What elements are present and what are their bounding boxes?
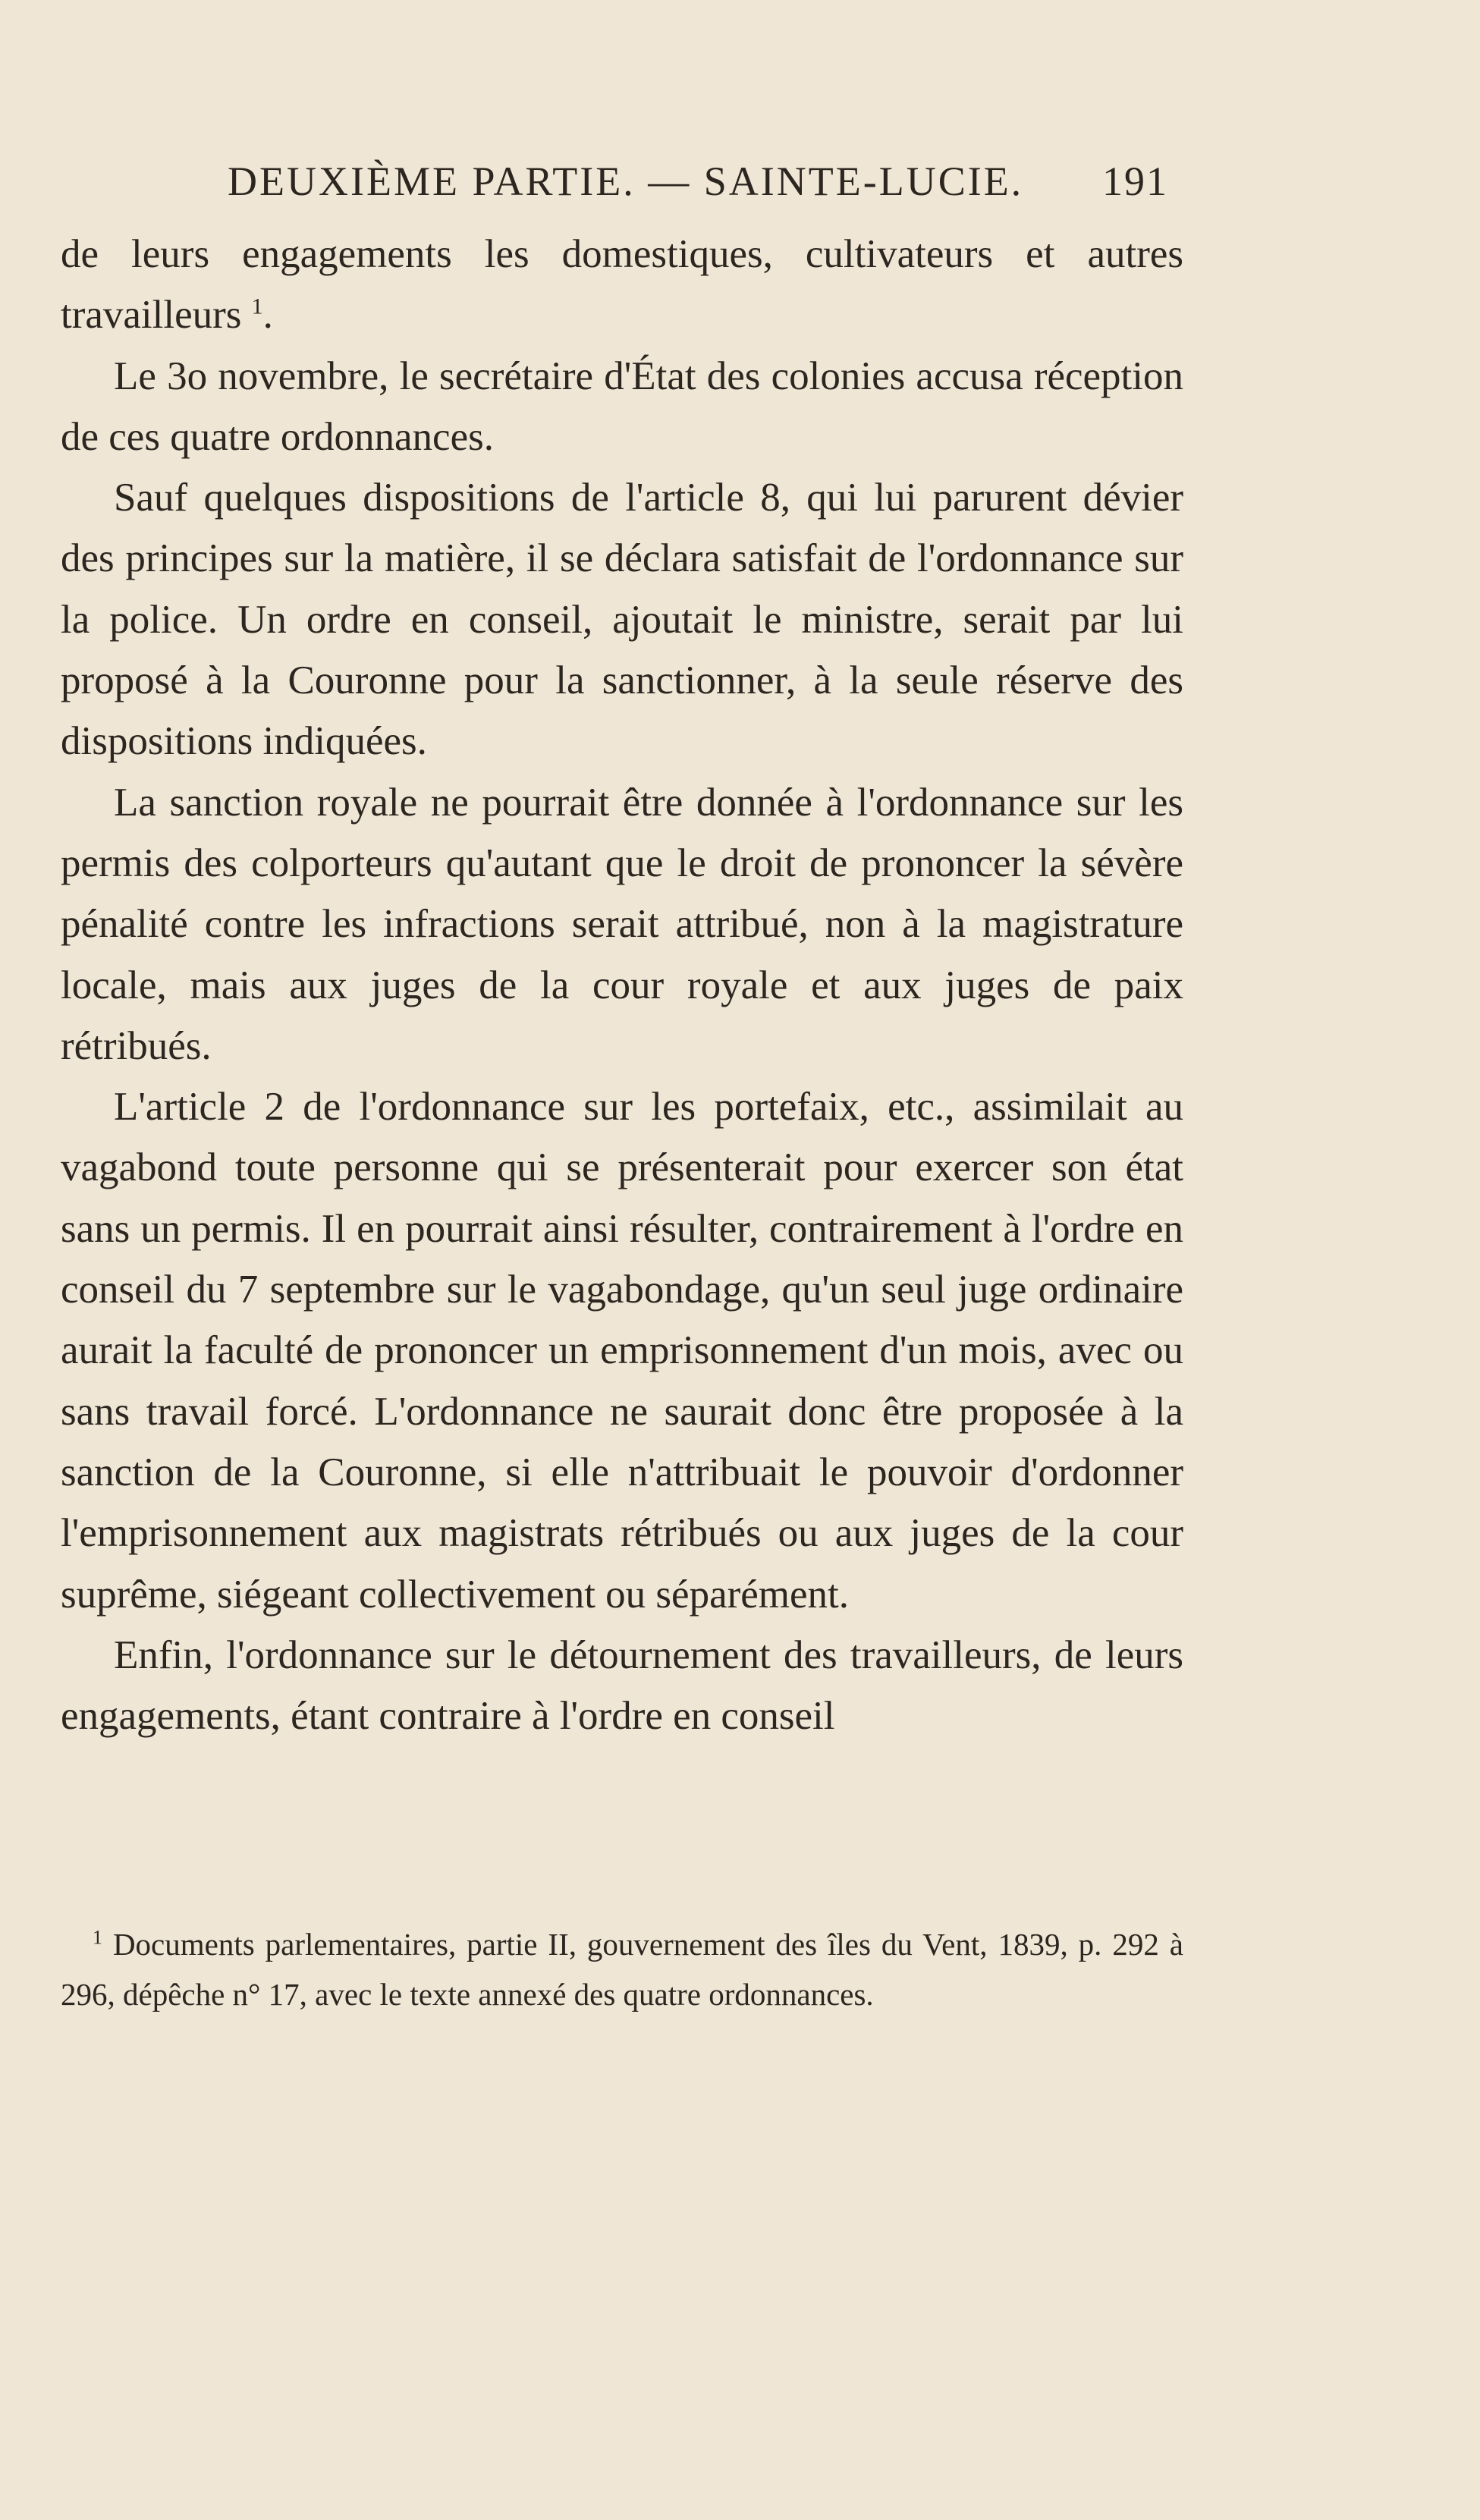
paragraph: Le 3o novembre, le secrétaire d'État des colonies accusa réception de ces quatre ordonnances.	[61, 353, 1183, 459]
footnote-text: Documents parlementaires, partie II, gouvernement des îles du Vent, 1839, p. 292 à 296, dépêche n° 17, avec le texte annexé des quatre ordonnances.	[61, 1927, 1183, 2012]
footnote	[61, 1919, 1183, 2019]
page-number: 191	[1102, 159, 1168, 204]
paragraph: L'article 2 de l'ordonnance sur les portefaix, etc., assimilait au vagabond toute personne qui se présenterait pour exercer son état sans un permis. Il en pourrait ainsi résulter, contrairement à l'ordre en conseil du 7 septembre sur le vagabondage, qu'un seul juge ordinaire aurait la faculté de prononcer un emprisonnement d'un mois, avec ou sans travail forcé. L'ordonnance ne saurait donc être proposée à la sanction de la Couronne, si elle n'attribuait le pouvoir d'ordonner l'emprisonnement aux magistrats rétribués ou aux juges de la cour suprême, siégeant collectivement ou séparément.	[61, 1085, 1183, 1617]
page-header	[61, 152, 1168, 220]
running-title: DEUXIÈME PARTIE. — SAINTE-LUCIE.	[228, 159, 1024, 204]
footnote-marker: 1	[93, 1926, 102, 1949]
paragraph: Sauf quelques dispositions de l'article 8, qui lui parurent dévier des principes sur la matière, il se déclara satisfait de l'ordonnance sur la police. Un ordre en conseil, ajoutait le ministre, serait par lui proposé à la Couronne pour la sanctionner, à la seule réserve des dispositions indiquées.	[61, 476, 1183, 764]
paragraph-tail: .	[262, 293, 273, 338]
paragraph: Enfin, l'ordonnance sur le détournement des travailleurs, de leurs engagements, étant contraire à l'ordre en conseil	[61, 1632, 1183, 1739]
paragraph: La sanction royale ne pourrait être donnée à l'ordonnance sur les permis des colporteurs qu'autant que le droit de prononcer la sévère pénalité contre les infractions serait attribué, non à la magistrature locale, mais aux juges de la cour royale et aux juges de paix rétribués.	[61, 780, 1183, 1068]
footnote-reference: 1	[251, 294, 263, 319]
paragraph-text: de leurs engagements les domestiques, cultivateurs et autres travailleurs	[61, 232, 1183, 338]
paragraph	[61, 224, 1183, 346]
body-text	[61, 224, 1183, 1746]
